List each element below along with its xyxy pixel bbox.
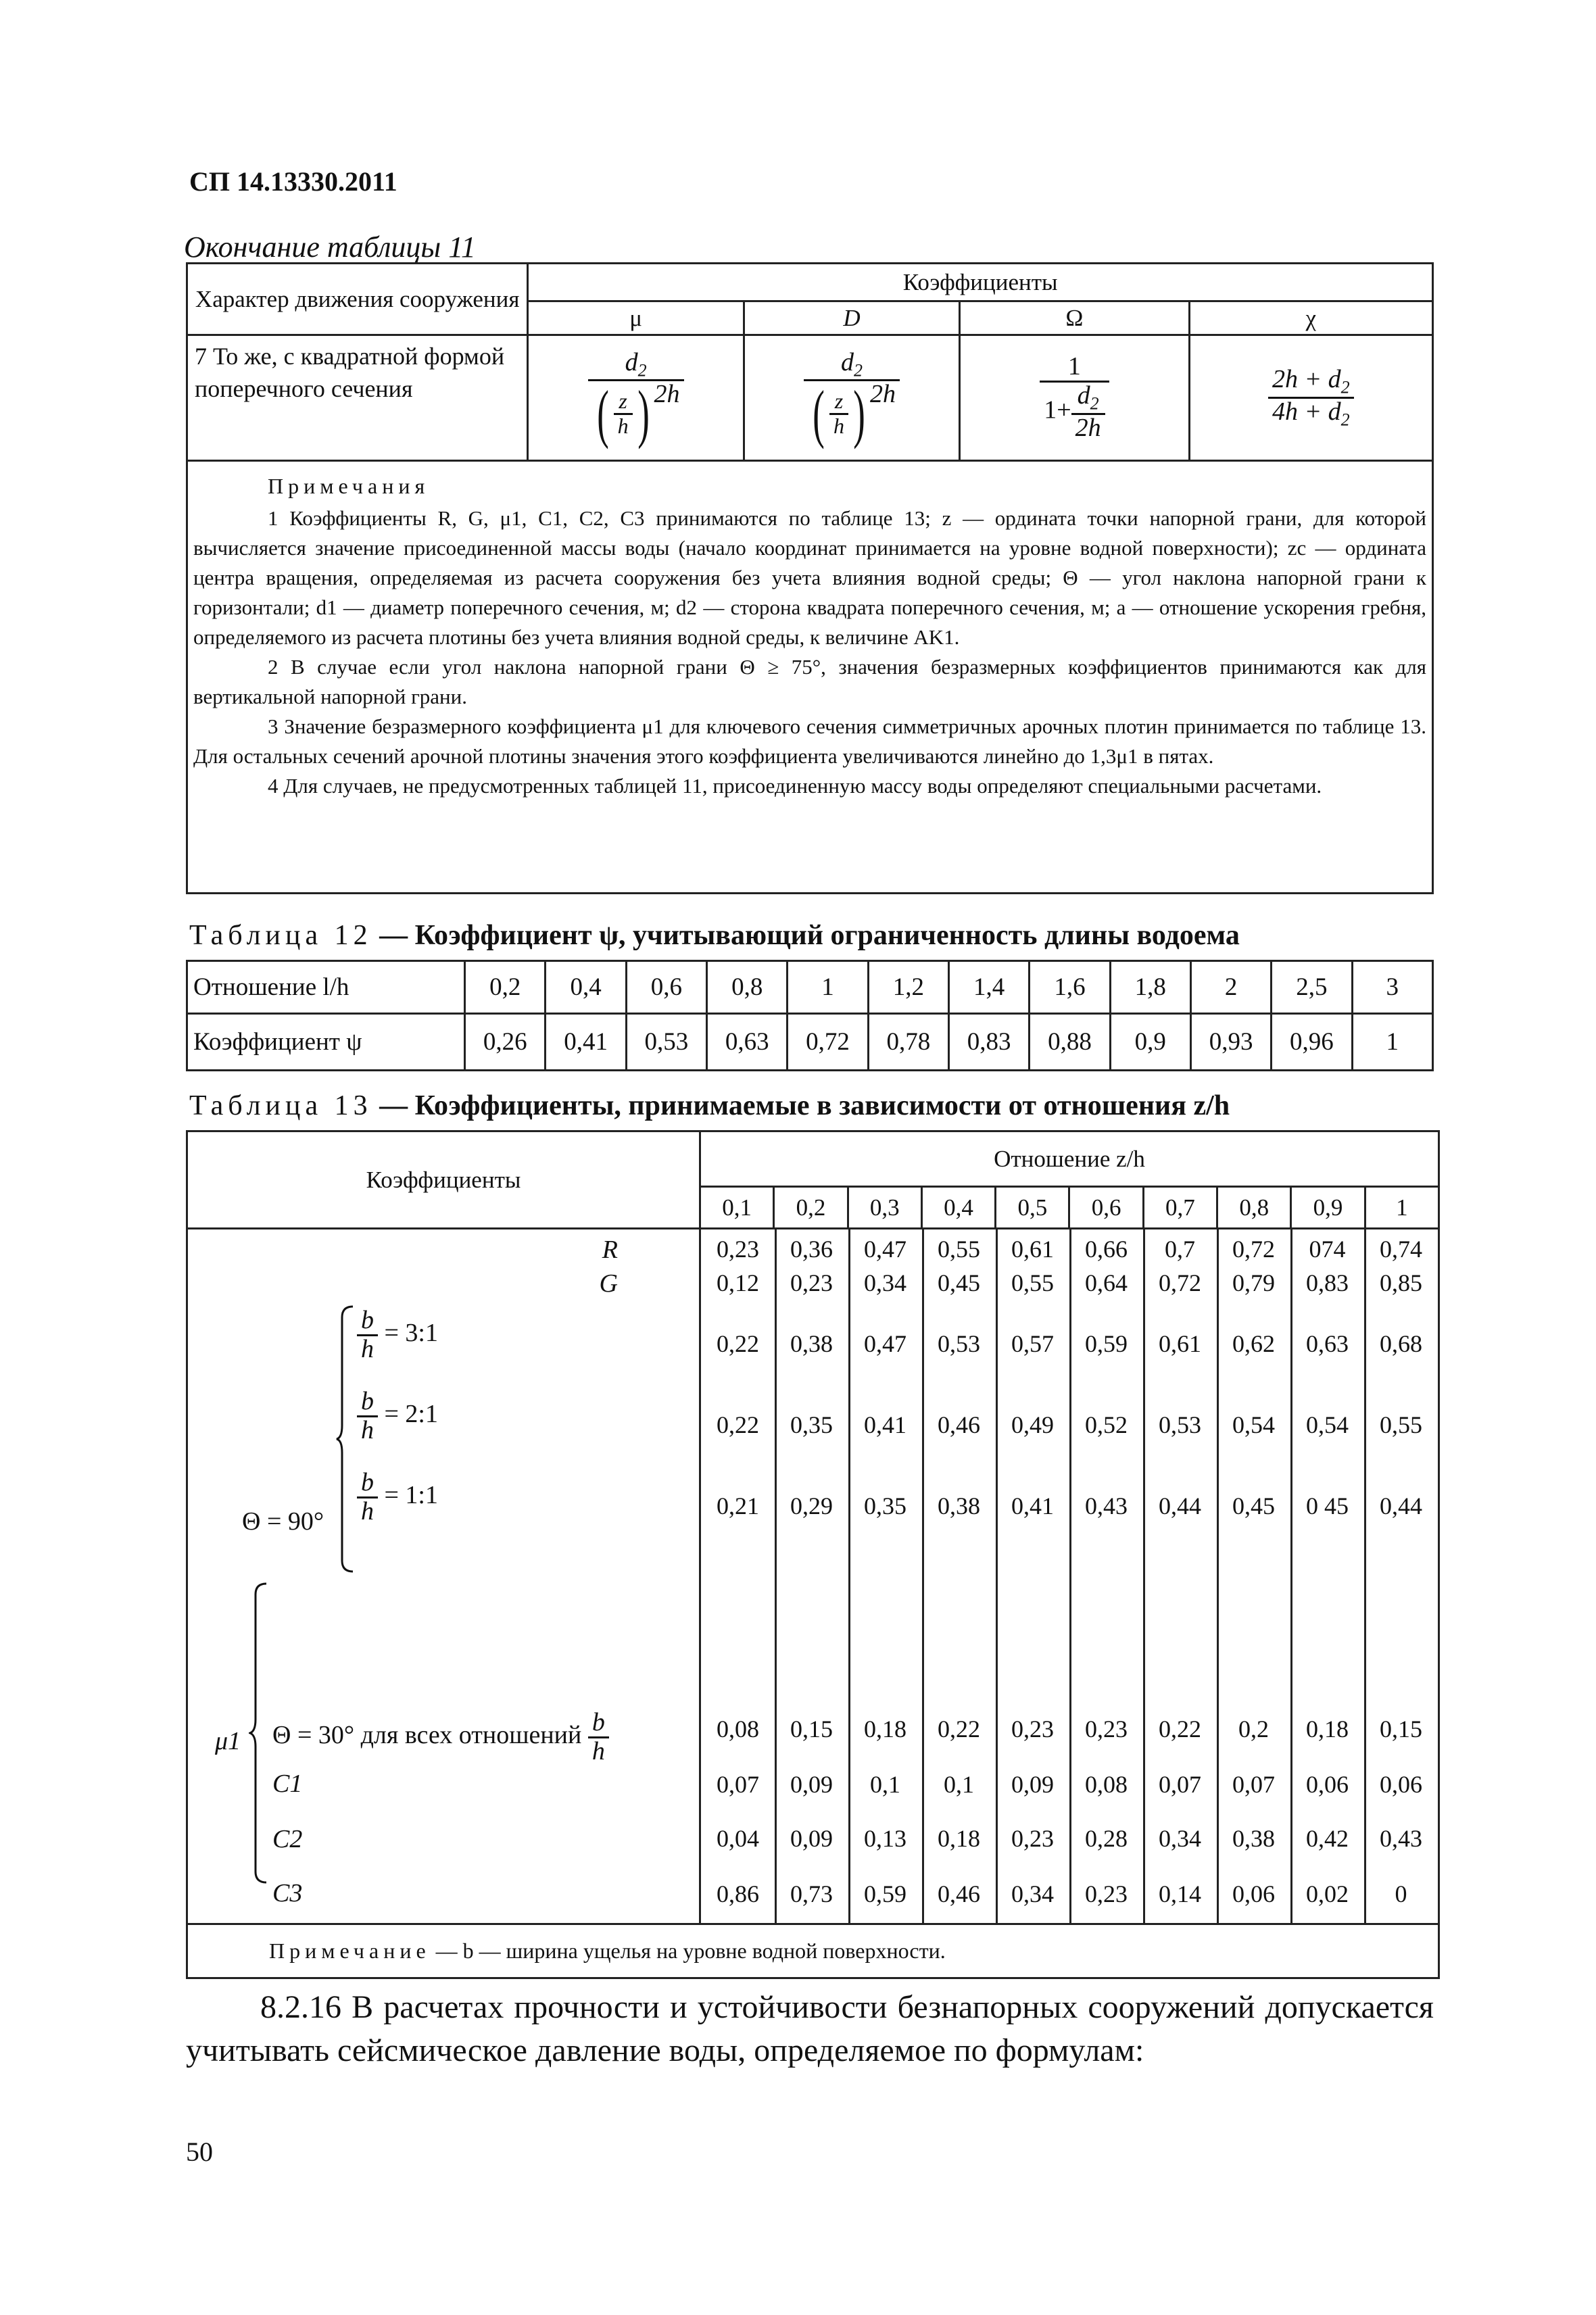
table13-cell: 0,47: [864, 1330, 906, 1357]
table11-col-character: Характер движения сооружения: [187, 264, 528, 335]
table13-cell: 0,22: [938, 1715, 980, 1743]
table13-cell: 0,41: [1011, 1492, 1054, 1519]
table13-cell: 0,43: [1380, 1825, 1422, 1852]
table13-cell: 0,15: [790, 1715, 833, 1743]
label-b-h-11: $\frac{b}{h}$ = 1:1: [357, 1469, 438, 1526]
table13-cell: 0,61: [1011, 1236, 1054, 1263]
table13-cell: 0,49: [1011, 1411, 1054, 1438]
table12-cell: 3: [1352, 961, 1432, 1014]
table11-caption: Окончание таблицы 11: [184, 230, 476, 264]
table13-values: [700, 1229, 1439, 1924]
table13-cell: 0,46: [938, 1880, 980, 1907]
table11-sub-d: D: [744, 301, 959, 335]
table13-cell: 0,06: [1380, 1771, 1422, 1798]
label-mu1: μ1: [215, 1727, 241, 1755]
table12-cell: 0,72: [788, 1014, 868, 1071]
table13-cell: 0,43: [1085, 1492, 1128, 1519]
table13-cell: 0,55: [1011, 1269, 1054, 1296]
table13-cell: 0,86: [717, 1880, 759, 1907]
table13-cell: 0,23: [790, 1269, 833, 1296]
table13-cell: 0,55: [1380, 1411, 1422, 1438]
table12-cell: 0,93: [1190, 1014, 1271, 1071]
table13-cell: 0,34: [864, 1269, 906, 1296]
table13-cell: 0,06: [1232, 1880, 1275, 1907]
table13-cell: 0,14: [1159, 1880, 1201, 1907]
document-code: СП 14.13330.2011: [189, 166, 397, 197]
note-2: 2 В случае если угол наклона напорной грани Θ ≥ 75°, значения безразмерных коэффициентов принимаются как для вертикальной напорной грани.: [193, 655, 1426, 708]
table13-ratio: 0,2: [774, 1187, 848, 1229]
table12-cell: 0,78: [868, 1014, 948, 1071]
table12-cell: 2,5: [1272, 961, 1352, 1014]
table12-cell: 2: [1190, 961, 1271, 1014]
table13-cell: 0,44: [1380, 1492, 1422, 1519]
table12-cell: 1,6: [1030, 961, 1110, 1014]
table12-cell: 1: [788, 961, 868, 1014]
table13-ratio: 0,9: [1291, 1187, 1365, 1229]
table13: [186, 1130, 1440, 1979]
table13-cell: 0,22: [717, 1411, 759, 1438]
table13-cell: 0,41: [864, 1411, 906, 1438]
table13-cell: 0,45: [938, 1269, 980, 1296]
table13-cell: 074: [1309, 1236, 1346, 1263]
table13-cell: 0,66: [1085, 1236, 1128, 1263]
table13-cell: 0,74: [1380, 1236, 1422, 1263]
label-r: R: [602, 1236, 618, 1264]
table12-caption: Таблица 12 — Коэффициент ψ, учитывающий ограниченность длины водоема: [189, 920, 1240, 951]
table13-cell: 0,18: [1306, 1715, 1349, 1743]
table13-cell: 0,22: [1159, 1715, 1201, 1743]
table12-cell: 0,6: [626, 961, 706, 1014]
table12-cell: 0,41: [546, 1014, 626, 1071]
label-theta30: Θ = 30° для всех отношений $\frac{b}{h}$: [272, 1709, 609, 1765]
table13-cell: 0,72: [1159, 1269, 1201, 1296]
label-c3: C3: [272, 1879, 303, 1907]
label-b-h-21: $\frac{b}{h}$ = 2:1: [357, 1388, 438, 1444]
table13-ratio: 0,1: [700, 1187, 774, 1229]
table13-cell: 0,57: [1011, 1330, 1054, 1357]
table13-cell: 0,34: [1159, 1825, 1201, 1852]
table11-formula-mu: $d_2$ ( $\frac{z}{h}$ ) 2h: [528, 335, 744, 461]
table11-sub-omega: Ω: [960, 301, 1189, 335]
table13-cell: 0,04: [717, 1825, 759, 1852]
table13-cell: 0,42: [1306, 1825, 1349, 1852]
table12-cell: 0,9: [1110, 1014, 1190, 1071]
table13-cell: 0,38: [938, 1492, 980, 1519]
table13-cell: 0,53: [1159, 1411, 1201, 1438]
table13-cell: 0,2: [1238, 1715, 1269, 1743]
table13-ratio: 0,6: [1069, 1187, 1143, 1229]
table13-cell: 0,36: [790, 1236, 833, 1263]
notes-title: Примечания: [268, 474, 430, 498]
table12-cell: 0,63: [707, 1014, 788, 1071]
table13-cell: 0,52: [1085, 1411, 1128, 1438]
paragraph-8-2-16: 8.2.16 В расчетах прочности и устойчивости безнапорных сооружений допускается учитывать сейсмическое давление воды, определяемое по формулам:: [186, 1989, 1434, 2068]
table13-ratio: 1: [1365, 1187, 1438, 1229]
table13-caption: Таблица 13 — Коэффициенты, принимаемые в зависимости от отношения z/h: [189, 1090, 1230, 1121]
table11-col-coefficients: Коэффициенты: [528, 264, 1433, 301]
table13-cell: 0,68: [1380, 1330, 1422, 1357]
table13-cell: 0,59: [864, 1880, 906, 1907]
table13-cell: 0,07: [717, 1771, 759, 1798]
table11-notes: [187, 461, 1433, 894]
table13-cell: 0,7: [1165, 1236, 1195, 1263]
table13-cell: 0,34: [1011, 1880, 1054, 1907]
table13-cell: 0,15: [1380, 1715, 1422, 1743]
table13-cell: 0,45: [1232, 1492, 1275, 1519]
table12-row-psi: [187, 1014, 1433, 1071]
table12-cell: 0,8: [707, 961, 788, 1014]
table13-cell: 0,73: [790, 1880, 833, 1907]
table13-cell: 0,85: [1380, 1269, 1422, 1296]
table11-formula-omega: 1 1+ $\frac{d_2}{2h}$: [960, 335, 1189, 461]
table12-cell: 1,4: [948, 961, 1029, 1014]
table13-cell: 0,08: [1085, 1771, 1128, 1798]
table11-sub-chi: χ: [1189, 301, 1432, 335]
table13-cell: 0,35: [790, 1411, 833, 1438]
table13-cell: 0,46: [938, 1411, 980, 1438]
table13-cell: 0,38: [1232, 1825, 1275, 1852]
note-1: 1 Коэффициенты R, G, μ1, C1, C2, C3 принимаются по таблице 13; z — ордината точки напорной грани, для которой вычисляется значение присоединенной массы воды (начало координат принимается на уровне водной поверхности); zc — ордината центра вращения, определяемая из расчета сооружения без учета влияния водной среды; Θ — угол наклона напорной грани к горизонтали; d1 — диаметр поперечного сечения, м; d2 — сторона квадрата поперечного сечения, м; a — отношение ускорения гребня, определяемого из расчета плотины без учета влияния водной среды, к величине AK1.: [193, 506, 1426, 649]
table12-row1-label: Отношение l/h: [187, 961, 465, 1014]
table13-cell: 0,44: [1159, 1492, 1201, 1519]
label-c2: C2: [272, 1825, 303, 1853]
table12-cell: 1,8: [1110, 961, 1190, 1014]
table13-cell: 0,38: [790, 1330, 833, 1357]
table13-cell: 0,53: [938, 1330, 980, 1357]
table13-cell: 0,13: [864, 1825, 906, 1852]
brace-theta90: [335, 1304, 356, 1574]
table13-cell: 0,21: [717, 1492, 759, 1519]
table12-cell: 0,83: [948, 1014, 1029, 1071]
table13-cell: 0,12: [717, 1269, 759, 1296]
table12-row2-label: Коэффициент ψ: [187, 1014, 465, 1071]
table12-cell: 1: [1352, 1014, 1432, 1071]
table13-cell: 0 45: [1306, 1492, 1349, 1519]
brace-mu1: [249, 1581, 269, 1885]
table13-row-labels: [187, 1229, 700, 1924]
table13-cell: 0,61: [1159, 1330, 1201, 1357]
table13-ratio: 0,5: [996, 1187, 1069, 1229]
table13-cell: 0,23: [1011, 1715, 1054, 1743]
table11-formula-chi: $\frac{2h + d_2}{4h + d_2}$: [1189, 335, 1432, 461]
table13-note: Примечание — b — ширина ущелья на уровне водной поверхности.: [187, 1924, 1439, 1978]
table12-cell: 0,53: [626, 1014, 706, 1071]
table13-cell: 0,09: [790, 1825, 833, 1852]
table13-cell: 0,18: [938, 1825, 980, 1852]
table13-cell: 0,47: [864, 1236, 906, 1263]
table13-cell: 0,54: [1232, 1411, 1275, 1438]
table12-cell: 0,2: [465, 961, 546, 1014]
table12-cell: 0,96: [1272, 1014, 1352, 1071]
table13-cell: 0,18: [864, 1715, 906, 1743]
page-number: 50: [186, 2137, 213, 2167]
table13-ratio: 0,7: [1143, 1187, 1217, 1229]
table12-cell: 0,4: [546, 961, 626, 1014]
table13-cell: 0,07: [1159, 1771, 1201, 1798]
table13-cell: 0,79: [1232, 1269, 1275, 1296]
table13-cell: 0,54: [1306, 1411, 1349, 1438]
table13-cell: 0,09: [790, 1771, 833, 1798]
table13-cell: 0,72: [1232, 1236, 1275, 1263]
table13-cell: 0,09: [1011, 1771, 1054, 1798]
table11-formula-d: $d_2$ ( $\frac{z}{h}$ ) 2h: [744, 335, 959, 461]
table13-col-ratio: Отношение z/h: [700, 1131, 1439, 1187]
table13-cell: 0,23: [1085, 1715, 1128, 1743]
table12-cell: 0,26: [465, 1014, 546, 1071]
table11-sub-mu: μ: [528, 301, 744, 335]
table13-cell: 0,06: [1306, 1771, 1349, 1798]
table13-cell: 0,29: [790, 1492, 833, 1519]
table13-cell: 0,83: [1306, 1269, 1349, 1296]
label-theta90: Θ = 90°: [242, 1507, 324, 1536]
table13-cell: 0,28: [1085, 1825, 1128, 1852]
table13-cell: 0,59: [1085, 1330, 1128, 1357]
table13-cell: 0,55: [938, 1236, 980, 1263]
table13-ratio: 0,8: [1217, 1187, 1291, 1229]
table13-cell: 0,63: [1306, 1330, 1349, 1357]
table13-col-coef: Коэффициенты: [187, 1131, 700, 1229]
table13-cell: 0,23: [717, 1236, 759, 1263]
table13-cell: 0,35: [864, 1492, 906, 1519]
table12-cell: 0,88: [1030, 1014, 1110, 1071]
table13-cell: 0,08: [717, 1715, 759, 1743]
table13-cell: 0,22: [717, 1330, 759, 1357]
table13-cell: 0: [1395, 1880, 1407, 1907]
table13-cell: 0,1: [944, 1771, 974, 1798]
table13-cell: 0,23: [1085, 1880, 1128, 1907]
table11-row7-label: 7 То же, с квадратной формой поперечного сечения: [187, 335, 528, 461]
table13-cell: 0,62: [1232, 1330, 1275, 1357]
note-3: 3 Значение безразмерного коэффициента μ1 для ключевого сечения симметричных арочных плотин принимается по таблице 13. Для остальных сечений арочной плотины значения этого коэффициента увеличиваются линейно до 1,3μ1 в пятах.: [193, 714, 1426, 768]
table13-cell: 0,64: [1085, 1269, 1128, 1296]
note-4: 4 Для случаев, не предусмотренных таблицей 11, присоединенную массу воды определяют специальными расчетами.: [268, 774, 1322, 798]
table13-ratio: 0,4: [921, 1187, 995, 1229]
label-c1: C1: [272, 1770, 303, 1798]
label-b-h-31: $\frac{b}{h}$ = 3:1: [357, 1307, 438, 1363]
table13-cell: 0,1: [870, 1771, 900, 1798]
table12-row-ratio: [187, 961, 1433, 1014]
table12-cell: 1,2: [868, 961, 948, 1014]
table12: [186, 960, 1434, 1071]
table13-cell: 0,23: [1011, 1825, 1054, 1852]
label-g: G: [599, 1269, 618, 1298]
table13-cell: 0,02: [1306, 1880, 1349, 1907]
table13-ratio: 0,3: [848, 1187, 921, 1229]
table13-cell: 0,07: [1232, 1771, 1275, 1798]
table11: [186, 262, 1434, 894]
